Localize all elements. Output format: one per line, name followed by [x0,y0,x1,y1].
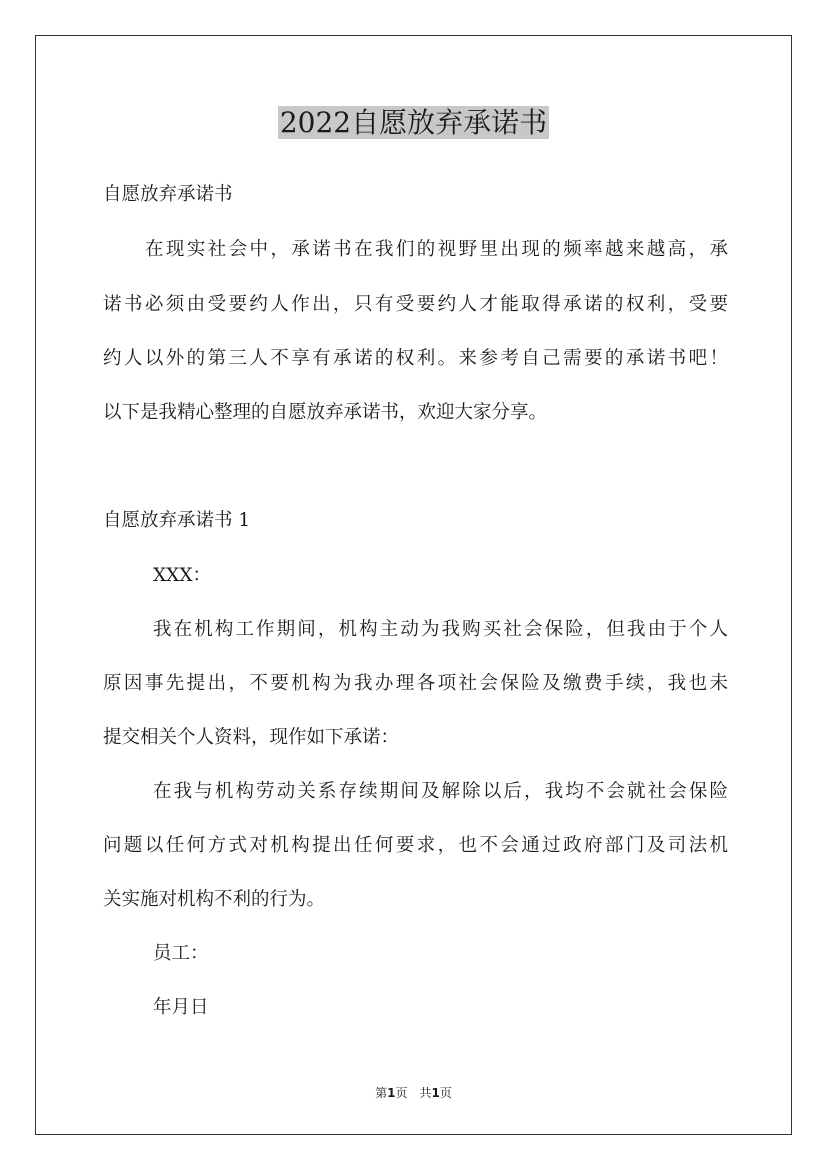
paragraph-1-line-2: 原因事先提出，不要机构为我办理各项社会保险及缴费手续，我也未 [103,673,728,694]
intro-line-2: 诺书必须由受要约人作出，只有受要约人才能取得承诺的权利，受要 [103,294,728,315]
footer-page-mid: 页 共 [395,1086,432,1100]
document-title-text: 2022自愿放弃承诺书 [279,106,548,139]
document-title [0,104,827,142]
salutation: XXX： [153,565,212,586]
intro-line-1: 在现实社会中，承诺书在我们的视野里出现的频率越来越高，承 [145,239,728,260]
paragraph-2-line-1: 在我与机构劳动关系存续期间及解除以后，我均不会就社会保险 [153,781,728,802]
paragraph-2-line-3: 关实施对机构不利的行为。 [103,889,326,910]
document-heading: 自愿放弃承诺书 [103,184,233,205]
date-label: 年月日 [153,997,209,1018]
intro-line-3: 约人以外的第三人不享有承诺的权利。来参考自己需要的承诺书吧！ [103,348,728,369]
employee-signature-label: 员工： [153,943,209,964]
footer-page-suffix: 页 [439,1086,452,1100]
page-footer [0,1085,827,1101]
section-heading: 自愿放弃承诺书 1 [103,510,251,531]
intro-line-4: 以下是我精心整理的自愿放弃承诺书，欢迎大家分享。 [103,402,548,423]
footer-page-prefix: 第 [375,1086,388,1100]
paragraph-1-line-1: 我在机构工作期间，机构主动为我购买社会保险，但我由于个人 [153,619,728,640]
footer-page-total: 1 [431,1086,440,1100]
paragraph-2-line-2: 问题以任何方式对机构提出任何要求，也不会通过政府部门及司法机 [103,835,728,856]
footer-page-number: 1 [387,1086,396,1100]
paragraph-1-line-3: 提交相关个人资料，现作如下承诺： [103,727,400,748]
